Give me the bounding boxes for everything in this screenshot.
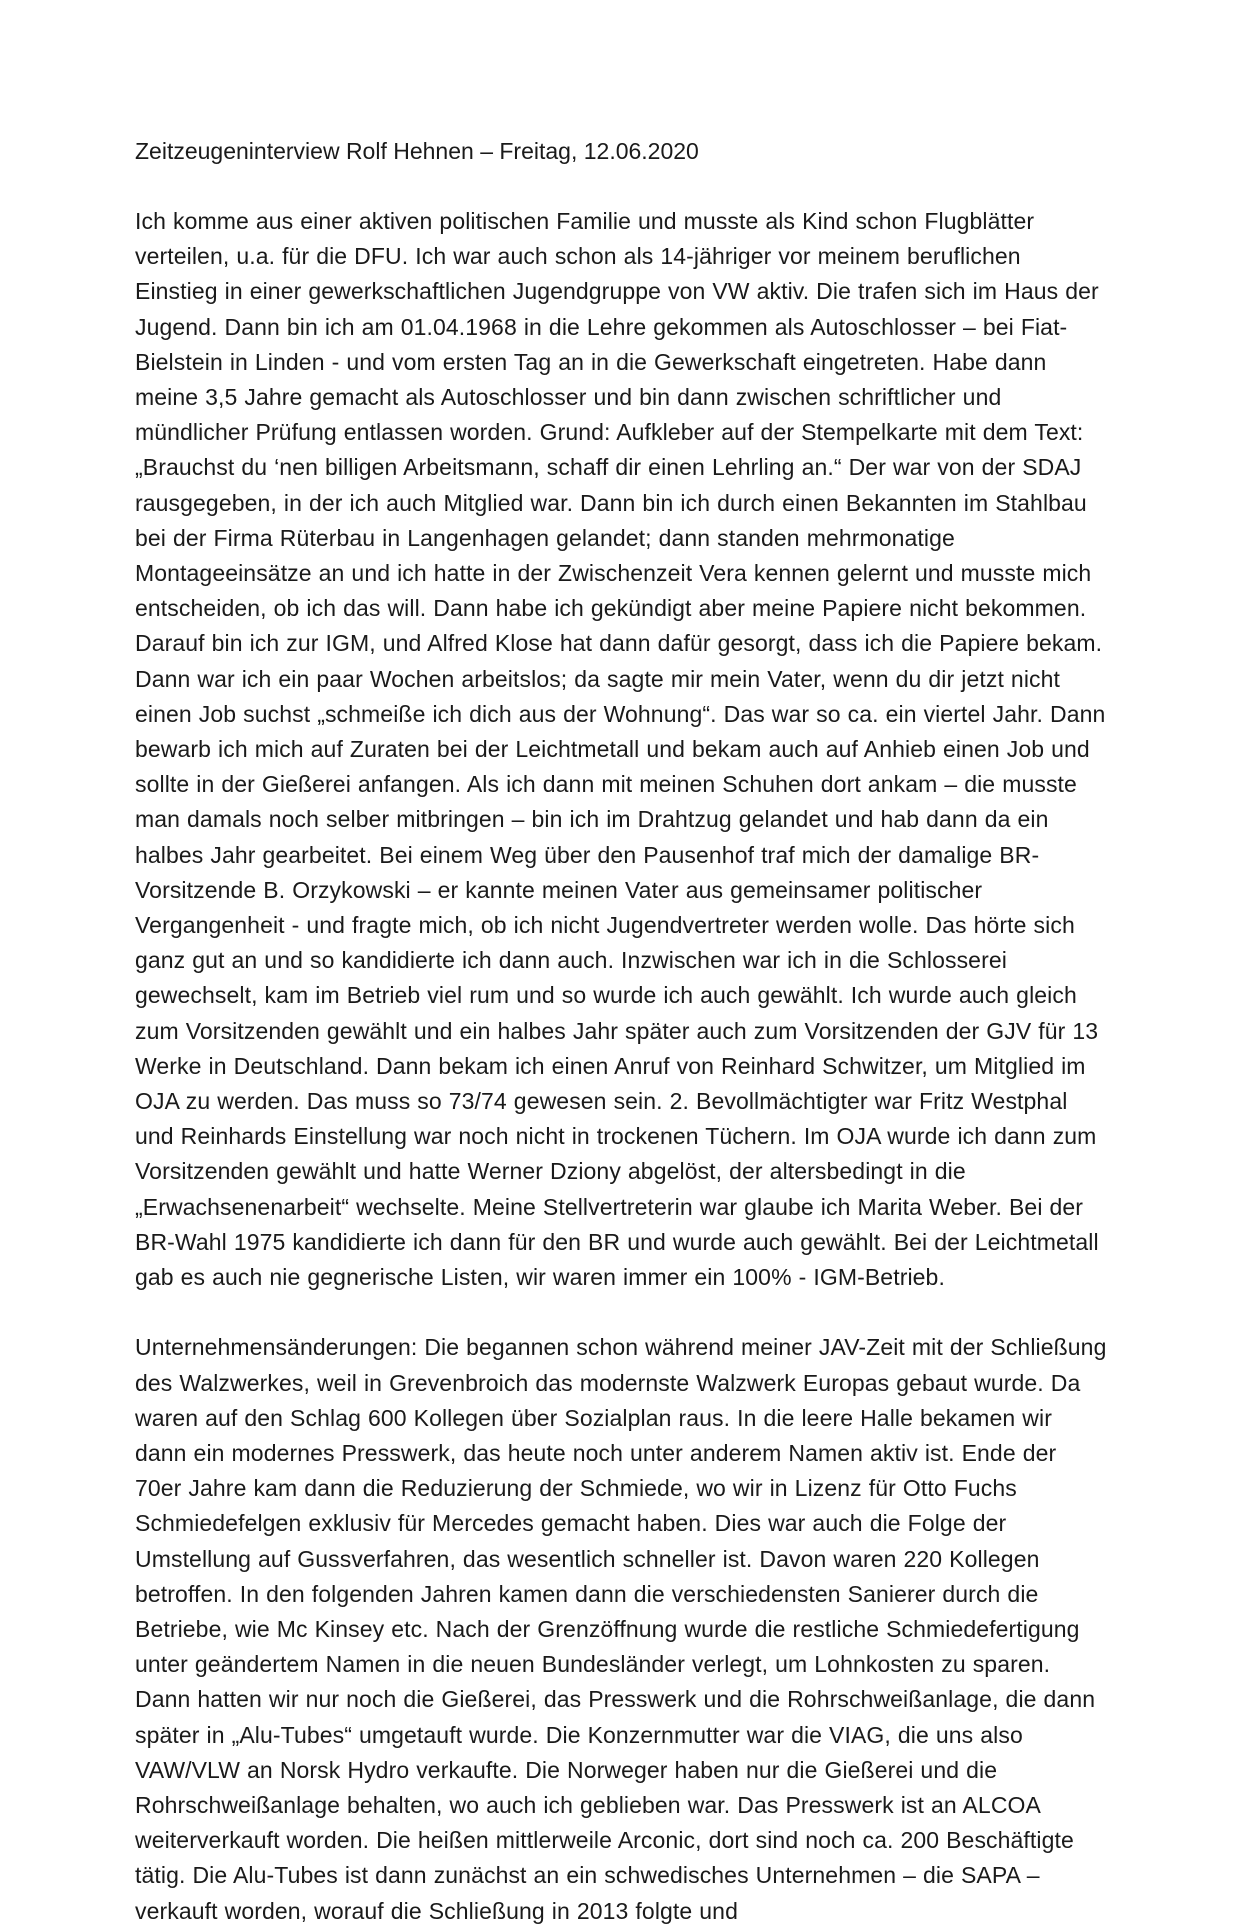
paragraph-biography: Ich komme aus einer aktiven politischen Familie und musste als Kind schon Flugblätter verteilen, u.a. für die DFU. Ich war auch schon als 14-jähriger vor meinem beruflichen Einstieg in einer gewerkschaftlichen Jugendgruppe von VW aktiv. Die trafen sich im Haus der Jugend. Dann bin ich am 01.04.1968 in die Lehre gekommen als Autoschlosser – bei Fiat-Bielstein in Linden - und vom ersten Tag an in die Gewerkschaft eingetreten. Habe dann meine 3,5 Jahre gemacht als Autoschlosser und bin dann zwischen schriftlicher und mündlicher Prüfung entlassen worden. Grund: Aufkleber auf der Stempelkarte mit dem Text: „Brauchst du ‘nen billigen Arbeitsmann, schaff dir einen Lehrling an.“ Der war von der SDAJ rausgegeben, in der ich auch Mitglied war. Dann bin ich durch einen Bekannten im Stahlbau bei der Firma Rüterbau in Langenhagen gelandet; dann standen mehrmonatige Montageeinsätze an und ich hatte in der Zwischenzeit Vera kennen gelernt und musste mich entscheiden, ob ich das will. Dann habe ich gekündigt aber meine Papiere nicht bekommen. Darauf bin ich zur IGM, und Alfred Klose hat dann dafür gesorgt, dass ich die Papiere bekam. Dann war ich ein paar Wochen arbeitslos; da sagte mir mein Vater, wenn du dir jetzt nicht einen Job suchst „schmeiße ich dich aus der Wohnung“. Das war so ca. ein viertel Jahr. Dann bewarb ich mich auf Zuraten bei der Leichtmetall und bekam auch auf Anhieb einen Job und sollte in der Gießerei anfangen. Als ich dann mit meinen Schuhen dort ankam – die musste man damals noch selber mitbringen – bin ich im Drahtzug gelandet und hab dann da ein halbes Jahr gearbeitet. Bei einem Weg über den Pausenhof traf mich der damalige BR-Vorsitzende B. Orzykowski – er kannte meinen Vater aus gemeinsamer politischer Vergangenheit - und fragte mich, ob ich nicht Jugendvertreter werden wolle. Das hörte sich ganz gut an und so kandidierte ich dann auch. Inzwischen war ich in die Schlosserei gewechselt, kam im Betrieb viel rum und so wurde ich auch gewählt. Ich wurde auch gleich zum Vorsitzenden gewählt und ein halbes Jahr später auch zum Vorsitzenden der GJV für 13 Werke in Deutschland. Dann bekam ich einen Anruf von Reinhard Schwitzer, um Mitglied im OJA zu werden. Das muss so 73/74 gewesen sein. 2. Bevollmächtigter war Fritz Westphal und Reinhards Einstellung war noch nicht in trockenen Tüchern. Im OJA wurde ich dann zum Vorsitzenden gewählt und hatte Werner Dziony abgelöst, der altersbedingt in die „Erwachsenenarbeit“ wechselte. Meine Stellvertreterin war glaube ich Marita Weber. Bei der BR-Wahl 1975 kandidierte ich dann für den BR und wurde auch gewählt. Bei der Leichtmetall gab es auch nie gegnerische Listen, wir waren immer ein 100% - IGM-Betrieb. (135, 208, 1106, 1291)
document-title: Zeitzeugeninterview Rolf Hehnen – Freitag, 12.06.2020 (135, 138, 699, 164)
paragraph-company-changes: Unternehmensänderungen: Die begannen schon während meiner JAV-Zeit mit der Schließung des Walzwerkes, weil in Grevenbroich das modernste Walzwerk Europas gebaut wurde. Da waren auf den Schlag 600 Kollegen über Sozialplan raus. In die leere Halle bekamen wir dann ein modernes Presswerk, das heute noch unter anderem Namen aktiv ist. Ende der 70er Jahre kam dann die Reduzierung der Schmiede, wo wir in Lizenz für Otto Fuchs Schmiedefelgen exklusiv für Mercedes gemacht haben. Dies war auch die Folge der Umstellung auf Gussverfahren, das wesentlich schneller ist. Davon waren 220 Kollegen betroffen. In den folgenden Jahren kamen dann die verschiedensten Sanierer durch die Betriebe, wie Mc Kinsey etc. Nach der Grenzöffnung wurde die restliche Schmiedefertigung unter geändertem Namen in die neuen Bundesländer verlegt, um Lohnkosten zu sparen. Dann hatten wir nur noch die Gießerei, das Presswerk und die Rohrschweißanlage, die dann später in „Alu-Tubes“ umgetauft wurde. Die Konzernmutter war die VIAG, die uns also VAW/VLW an Norsk Hydro verkaufte. Die Norweger haben nur die Gießerei und die Rohrschweißanlage behalten, wo auch ich geblieben war. Das Presswerk ist an ALCOA weiterverkauft worden. Die heißen mittlerweile Arconic, dort sind noch ca. 200 Beschäftigte tätig. Die Alu-Tubes ist dann zunächst an ein schwedisches Unternehmen – die SAPA – verkauft worden, worauf die Schließung in 2013 folgte und (135, 1334, 1107, 1924)
